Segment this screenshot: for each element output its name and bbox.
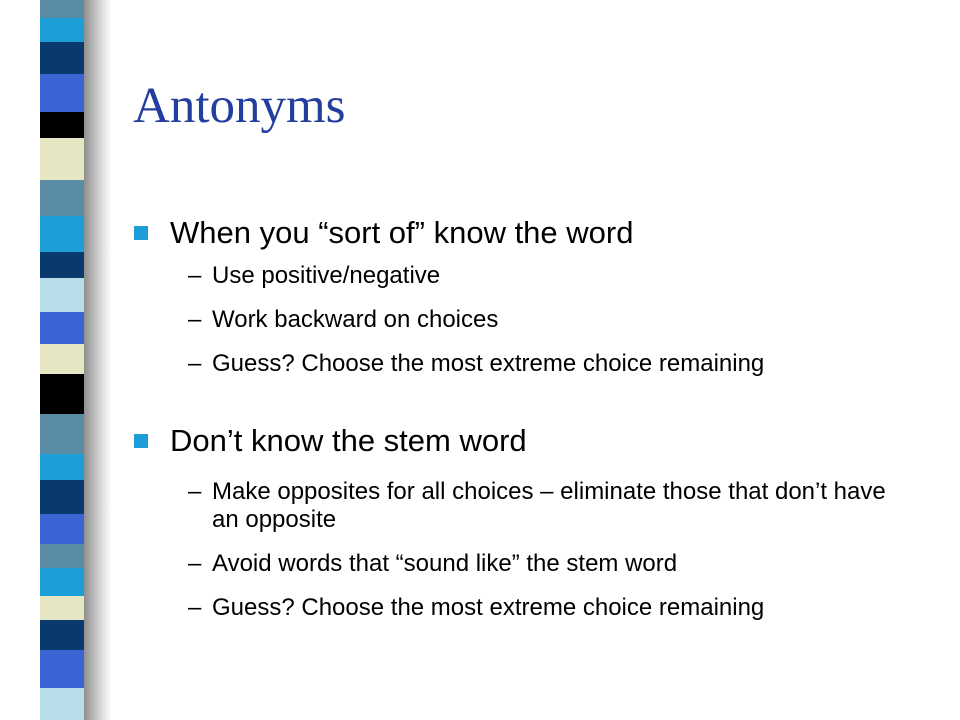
bullet-text: Don’t know the stem word: [170, 423, 527, 458]
sub-item-text: Use positive/negative: [212, 262, 441, 289]
stripe-block: [40, 74, 84, 112]
sub-item-text: Make opposites for all choices – eliminate those that don’t have an opposite: [212, 478, 886, 533]
stripe-block: [40, 688, 84, 720]
dash-marker: –: [188, 350, 202, 377]
slide-title: Antonyms: [133, 78, 346, 134]
stripe-block: [40, 278, 84, 312]
dash-marker: –: [188, 478, 202, 505]
stripe-block: [40, 620, 84, 650]
dash-marker: –: [188, 550, 202, 577]
bullet-item: [134, 422, 527, 460]
stripe-block: [40, 0, 84, 18]
sub-item-text: Guess? Choose the most extreme choice remaining: [212, 350, 765, 377]
sub-item: [188, 350, 908, 378]
stripe-block: [40, 42, 84, 74]
stripe-block: [40, 374, 84, 414]
bullet-text: When you “sort of” know the word: [170, 215, 634, 250]
stripe-block: [40, 596, 84, 620]
stripe-block: [40, 514, 84, 544]
stripe-block: [40, 216, 84, 252]
stripe-block: [40, 454, 84, 480]
stripe-block: [40, 138, 84, 180]
sub-item: [188, 262, 908, 290]
sub-item-text: Work backward on choices: [212, 306, 499, 333]
stripe-block: [40, 112, 84, 138]
stripe-block: [40, 18, 84, 42]
square-bullet-icon: [134, 226, 148, 240]
dash-marker: –: [188, 594, 202, 621]
stripe-block: [40, 312, 84, 344]
square-bullet-icon: [134, 434, 148, 448]
sub-item: [188, 478, 908, 534]
stripe-block: [40, 480, 84, 514]
sub-item: [188, 306, 908, 334]
stripe-block: [40, 544, 84, 568]
stripe-block: [40, 252, 84, 278]
decorative-stripe: [0, 0, 112, 720]
sub-item-text: Guess? Choose the most extreme choice remaining: [212, 594, 765, 621]
stripe-block: [40, 568, 84, 596]
dash-marker: –: [188, 306, 202, 333]
stripe-shadow: [84, 0, 112, 720]
sub-item-text: Avoid words that “sound like” the stem word: [212, 550, 678, 577]
dash-marker: –: [188, 262, 202, 289]
sub-item: [188, 594, 908, 622]
stripe-block: [40, 414, 84, 454]
sub-item: [188, 550, 908, 578]
stripe-block: [40, 344, 84, 374]
bullet-item: [134, 214, 633, 252]
stripe-block: [40, 650, 84, 688]
stripe-block: [40, 180, 84, 216]
